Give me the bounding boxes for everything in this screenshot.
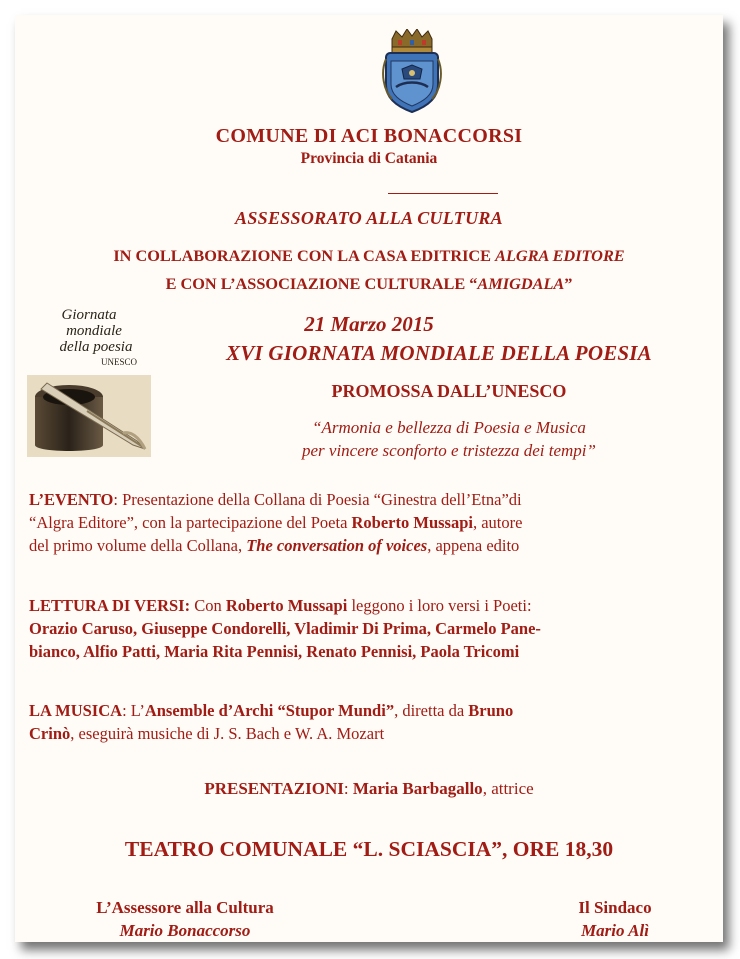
venue-and-time: TEATRO COMUNALE “L. SCIASCIA”, ORE 18,30	[124, 837, 614, 861]
evento-line-3: del primo volume della Collana, The conversation of voices, appena edito	[29, 536, 520, 555]
presenter-name: Maria Barbagallo	[352, 779, 483, 798]
event-motto-line-1: “Armonia e bellezza di Poesia e Musica	[312, 418, 586, 437]
invitation-sheet	[15, 15, 723, 942]
collaboration-line-2: E CON L’ASSOCIAZIONE CULTURALE “AMIGDALA”	[165, 274, 573, 293]
collaboration-line-1: IN COLLABORAZIONE CON LA CASA EDITRICE ALGRA EDITORE	[113, 246, 625, 265]
lettura-label: LETTURA DI VERSI:	[29, 596, 191, 615]
publisher-name: ALGRA EDITORE	[495, 246, 625, 265]
ensemble-name: Ansemble d’Archi “Stupor Mundi”	[144, 701, 395, 720]
lettura-line-1: LETTURA DI VERSI: Con Roberto Mussapi leggono i loro versi i Poeti:	[29, 596, 532, 615]
municipal-crest-icon	[382, 29, 442, 113]
musica-label: LA MUSICA	[29, 701, 123, 720]
provincia-name: Provincia di Catania	[300, 150, 438, 167]
poet-name: Roberto Mussapi	[351, 513, 473, 532]
event-title: XVI GIORNATA MONDIALE DELLA POESIA	[226, 341, 652, 365]
unesco-promotion: PROMOSSA DALL’UNESCO	[331, 381, 567, 401]
evento-label: L’EVENTO	[29, 490, 114, 509]
association-name: AMIGDALA	[477, 274, 565, 293]
event-motto-line-2: per vincere sconforto e tristezza dei tempi”	[302, 441, 596, 460]
presentazioni-line: PRESENTAZIONI: Maria Barbagallo, attrice	[204, 779, 534, 798]
evento-line-1: L’EVENTO: Presentazione della Collana di Poesia “Ginestra dell’Etna”di	[29, 490, 522, 509]
evento-line-2: “Algra Editore”, con la partecipazione del Poeta Roberto Mussapi, autore	[29, 513, 523, 532]
musica-line-1: LA MUSICA: L’Ansemble d’Archi “Stupor Mundi”, diretta da Bruno	[29, 701, 514, 720]
comune-name: COMUNE DI ACI BONACCORSI	[215, 125, 523, 147]
sindaco-name: Mario Alì	[581, 921, 649, 940]
giornata-poesia-logo: Giornata mondiale della poesia UNESCO	[27, 307, 151, 457]
lettura-poets-line-2: bianco, Alfio Patti, Maria Rita Pennisi, Renato Pennisi, Paola Tricomi	[29, 642, 520, 661]
assessorato-title: ASSESSORATO ALLA CULTURA	[235, 208, 503, 228]
lettura-poets-line-1: Orazio Caruso, Giuseppe Condorelli, Vladimir Di Prima, Carmelo Pane-	[29, 619, 541, 638]
header-divider	[388, 193, 498, 194]
book-title: The conversation of voices	[246, 536, 428, 555]
presentazioni-label: PRESENTAZIONI	[204, 779, 344, 798]
sindaco-title: Il Sindaco	[578, 898, 652, 917]
assessore-name: Mario Bonaccorso	[119, 921, 251, 940]
assessore-title: L’Assessore alla Cultura	[96, 898, 274, 917]
conductor-name: Crinò	[29, 724, 71, 743]
event-date: 21 Marzo 2015	[304, 312, 434, 336]
musica-line-2: Crinò, eseguirà musiche di J. S. Bach e W. A. Mozart	[29, 724, 385, 743]
